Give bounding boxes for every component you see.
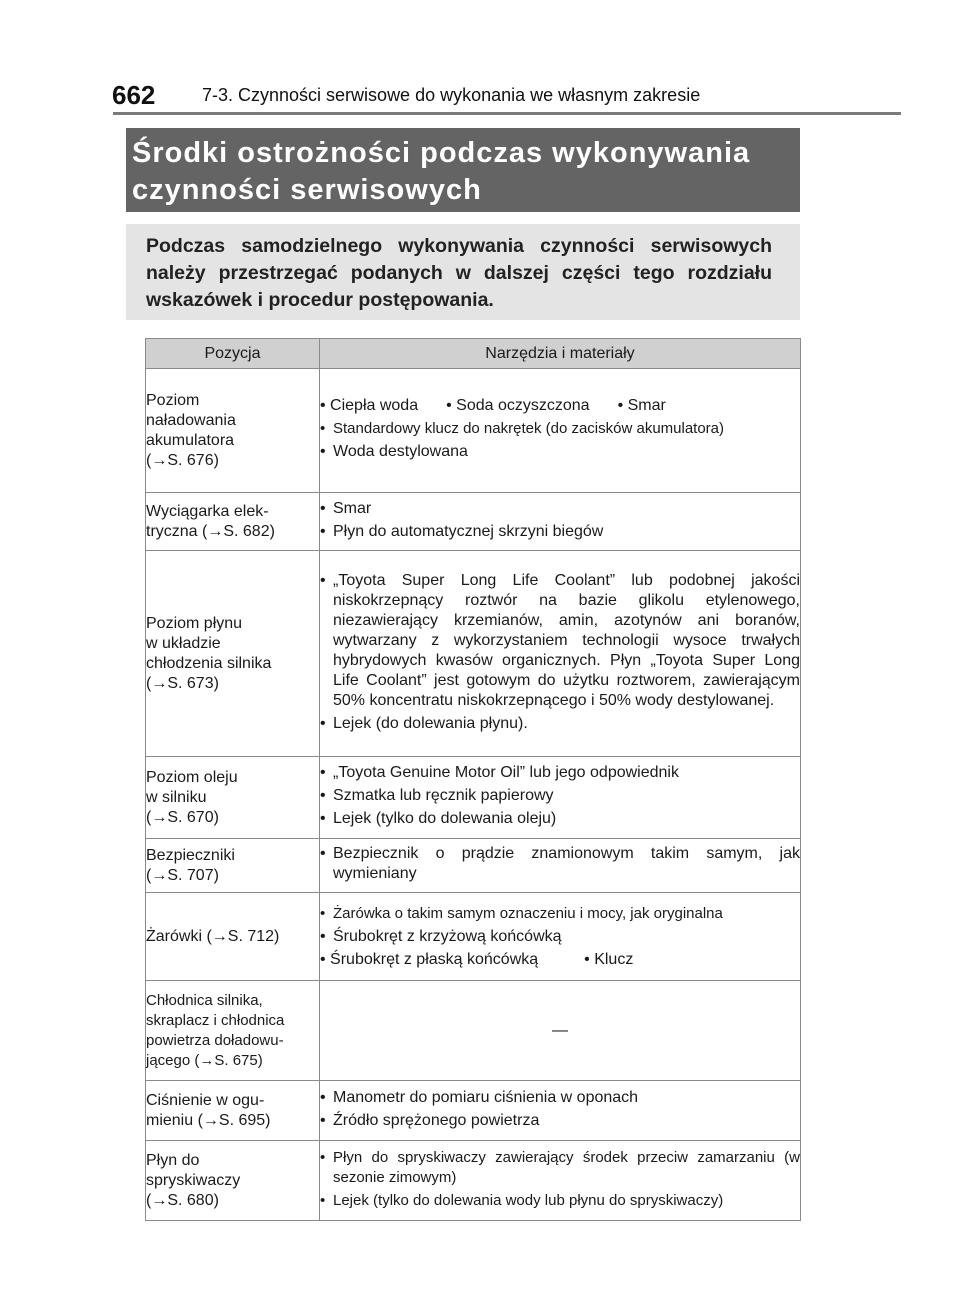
row-position (146, 839, 320, 893)
row-tools (320, 493, 801, 551)
tool-item: • Klucz (584, 950, 634, 968)
row-tools (320, 757, 801, 839)
header-divider (113, 112, 901, 115)
page-number: 662 (112, 80, 156, 110)
position-ref: (→S. 670) (146, 808, 219, 826)
row-tools (320, 839, 801, 893)
row-tools (320, 981, 801, 1081)
row-position (146, 981, 320, 1081)
tool-item: • Śrubokręt z krzyżową końcówką (320, 927, 562, 945)
position-line: chłodzenia silnika (146, 654, 272, 672)
section-title-line1: Środki ostrożności podczas wykonywania (132, 137, 751, 169)
tools-table (145, 338, 801, 1221)
row-position (146, 369, 320, 493)
tool-item: • Smar (320, 499, 372, 517)
table-row (146, 893, 801, 981)
tool-item: • Ciepła woda (320, 397, 419, 414)
position-ref: (→S. 680) (146, 1191, 219, 1209)
position-line: Poziom oleju (146, 768, 238, 786)
tool-item: • „Toyota Super Long Life Coolant” lub podobnej jakości niskokrzepnący roztwór na bazie glikolu etylenowego, niezawierający krzemianów, amin, azotynów ani boranów, wytwarzany z wykorzystaniem technologii wysoce trwałych hybrydowych kwasów organicznych. Płyn „Toyota Super Long Life Coolant” jest gotowym do użytku roztworem, zawierającym 50% koncentratu niskokrzepnącego i 50% wody destylowanej. (320, 571, 800, 709)
position-line: skraplacz i chłodnica (146, 1011, 285, 1029)
chapter-title: 7-3. Czynności serwisowe do wykonania we własnym zakresie (202, 85, 701, 105)
tool-item: • Standardowy klucz do nakrętek (do zacisków akumulatora) (320, 420, 725, 437)
row-position (146, 1081, 320, 1141)
tool-item: • Źródło sprężonego powietrza (320, 1111, 540, 1129)
tool-item: • Płyn do spryskiwaczy zawierający środek przeciw zamarzaniu (w sezonie zimowym) (320, 1148, 800, 1186)
tool-item: • Soda oczyszczona (446, 397, 590, 414)
position-ref: jącego (→S. 675) (146, 1051, 263, 1069)
table-row (146, 839, 801, 893)
tool-item: • Bezpiecznik o prądzie znamionowym takim samym, jak wymieniany (320, 845, 800, 882)
row-position (146, 551, 320, 757)
position-line: Chłodnica silnika, (146, 991, 263, 1009)
tool-item: • Płyn do automatycznej skrzyni biegów (320, 522, 604, 540)
position-line: Poziom płynu (146, 614, 243, 632)
table-row (146, 1141, 801, 1221)
position-ref: (→S. 707) (146, 866, 219, 884)
table-row (146, 981, 801, 1081)
table-row (146, 551, 801, 757)
tool-item: • Lejek (tylko do dolewania oleju) (320, 810, 557, 827)
position-line: Wyciągarka elek- (146, 502, 269, 520)
row-position (146, 493, 320, 551)
position-ref: mieniu (→S. 695) (146, 1111, 271, 1129)
tool-item: • „Toyota Genuine Motor Oil” lub jego odpowiednik (320, 764, 679, 781)
table-row (146, 1081, 801, 1141)
row-position (146, 757, 320, 839)
position-line: w układzie (146, 634, 221, 652)
position-ref: tryczna (→S. 682) (146, 522, 275, 540)
position-line: Ciśnienie w ogu- (146, 1091, 265, 1109)
table-row (146, 493, 801, 551)
row-tools (320, 1141, 801, 1221)
position-ref: (→S. 676) (146, 451, 219, 469)
position-ref: (→S. 673) (146, 674, 219, 692)
page-header (112, 72, 902, 112)
row-tools (320, 369, 801, 493)
position-line: naładowania (146, 411, 236, 429)
position-line: powietrza doładowu- (146, 1031, 284, 1049)
position-line: w silniku (146, 788, 207, 806)
tool-item: • Woda destylowana (320, 443, 468, 460)
header-position: Pozycja (146, 339, 320, 369)
position-line: Żarówki (→S. 712) (146, 927, 280, 945)
tool-item: • Śrubokręt z płaską końcówką (320, 950, 539, 968)
tool-item: • Smar (617, 397, 666, 414)
position-line: spryskiwaczy (146, 1171, 241, 1189)
table-header-row (146, 339, 801, 369)
tool-item: • Lejek (do dolewania płynu). (320, 714, 528, 732)
tools-inline-group (320, 396, 800, 416)
tool-item: • Manometr do pomiaru ciśnienia w oponach (320, 1088, 639, 1106)
row-position (146, 1141, 320, 1221)
table-row (146, 757, 801, 839)
section-title-line2: czynności serwisowych (132, 174, 482, 206)
position-line: Poziom (146, 391, 200, 409)
position-line: Płyn do (146, 1151, 200, 1169)
tool-item: • Żarówka o takim samym oznaczeniu i mocy, jak oryginalna (320, 904, 723, 922)
row-tools (320, 1081, 801, 1141)
position-line: Bezpieczniki (146, 846, 235, 864)
row-position (146, 893, 320, 981)
tools-inline-group (320, 950, 800, 970)
section-title (126, 128, 800, 212)
table-row (146, 369, 801, 493)
tool-item: • Szmatka lub ręcznik papierowy (320, 787, 554, 804)
header-tools: Narzędzia i materiały (320, 339, 801, 369)
row-tools (320, 893, 801, 981)
tool-none: — (552, 1021, 568, 1039)
tool-item: • Lejek (tylko do dolewania wody lub płynu do spryskiwaczy) (320, 1191, 724, 1209)
position-line: akumulatora (146, 431, 235, 449)
intro-note: Podczas samodzielnego wykonywania czynności serwisowych należy przestrzegać podanych w dalszej części tego rozdziału wskazówek i procedur postępowania. (126, 224, 800, 320)
row-tools (320, 551, 801, 757)
